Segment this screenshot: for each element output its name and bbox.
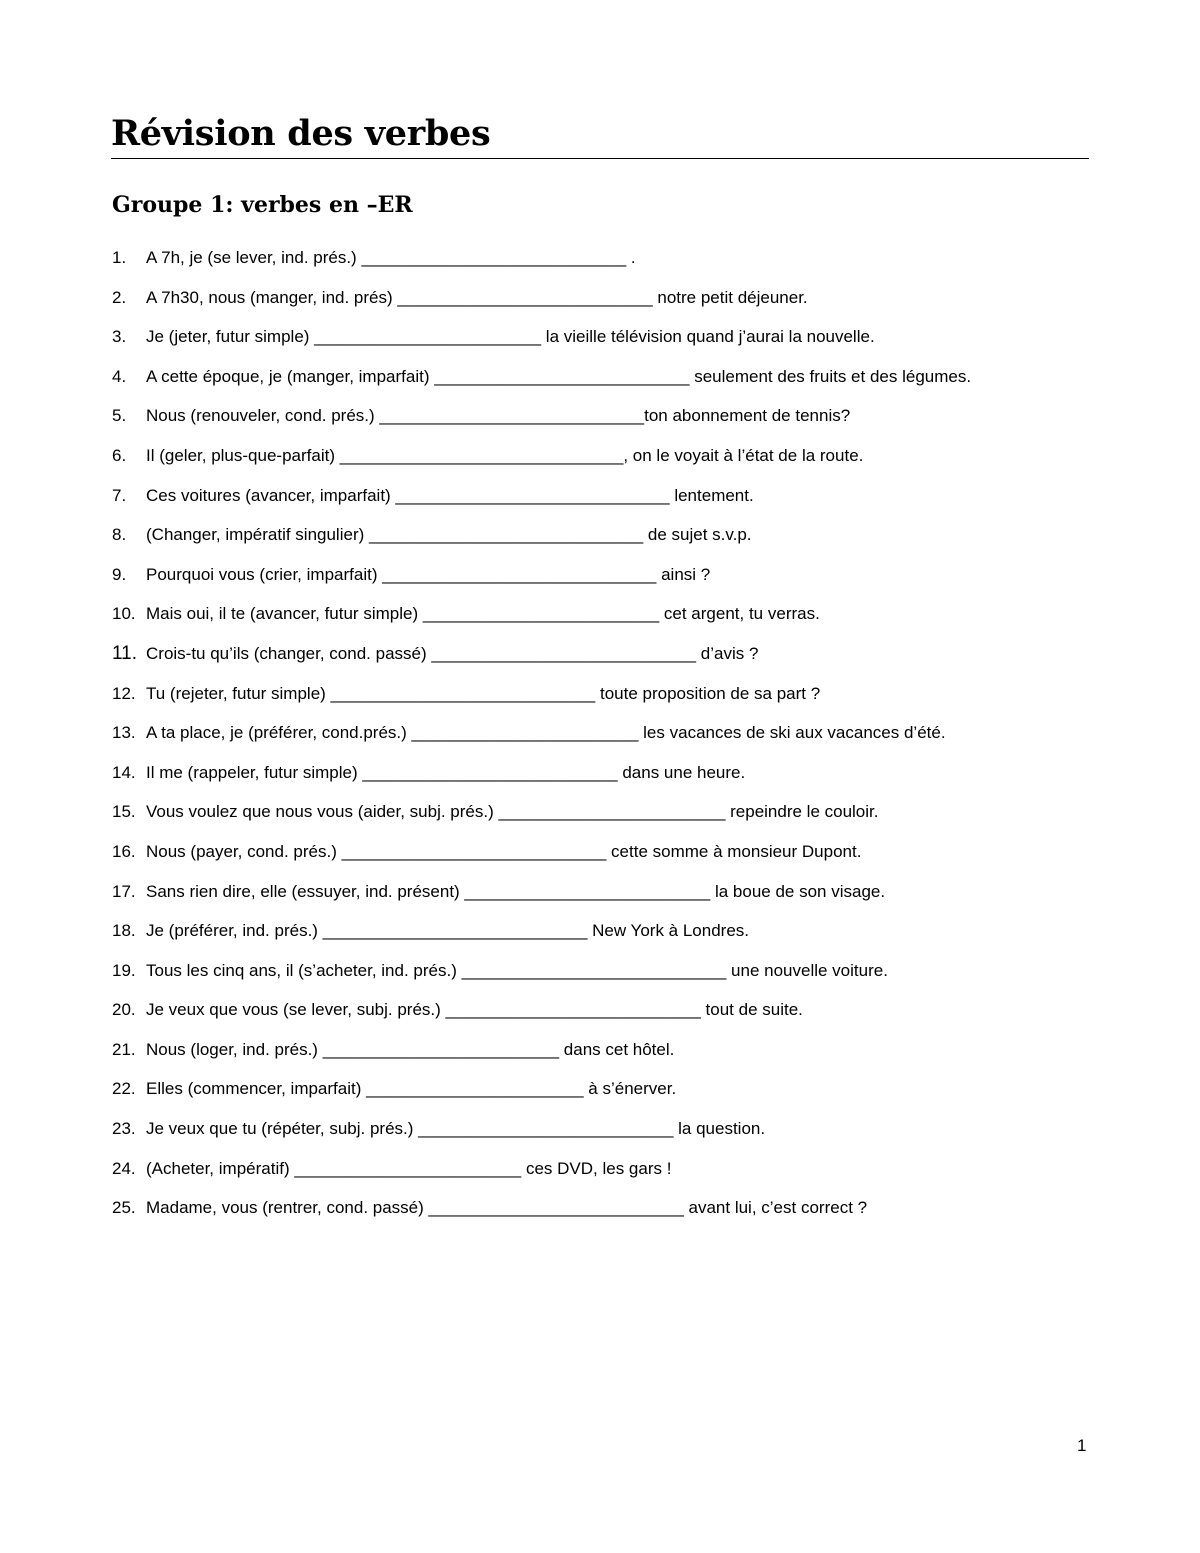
item-text: Mais oui, il te (avancer, futur simple) _________________________ cet argent, tu verras. (146, 604, 820, 624)
item-text: Je veux que tu (répéter, subj. prés.) ___________________________ la question. (146, 1119, 766, 1139)
item-text: A 7h, je (se lever, ind. prés.) ____________________________ . (146, 248, 636, 267)
exercise-item-13 (112, 713, 1092, 753)
item-number: 18. (112, 921, 136, 941)
item-text: Je (préférer, ind. prés.) ____________________________ New York à Londres. (146, 921, 750, 941)
item-text: A 7h30, nous (manger, ind. prés) ___________________________ notre petit déjeuner. (146, 287, 808, 307)
item-text: Tu (rejeter, futur simple) ____________________________ toute proposition de sa part ? (146, 683, 821, 703)
exercise-item-1 (112, 238, 1092, 278)
item-number: 22. (112, 1079, 136, 1099)
exercise-item-10 (112, 594, 1092, 634)
item-number: 10. (112, 604, 136, 624)
item-text: A cette époque, je (manger, imparfait) ___________________________ seulement des fruits et des légumes. (146, 366, 972, 386)
item-number: 9. (112, 564, 127, 584)
item-number: 12. (112, 683, 136, 703)
exercise-item-5 (112, 396, 1092, 436)
exercise-item-7 (112, 476, 1092, 516)
item-number: 5. (112, 406, 127, 426)
item-number: 11. (112, 642, 138, 664)
item-number: 14. (112, 762, 136, 782)
item-number: 15. (112, 802, 136, 822)
item-number: 7. (112, 485, 127, 505)
item-number: 1. (112, 248, 127, 267)
exercise-item-14 (112, 753, 1092, 793)
item-number: 2. (112, 287, 127, 307)
page-number: 1 (1077, 1436, 1087, 1455)
item-number: 25. (112, 1198, 136, 1218)
item-text: Nous (loger, ind. prés.) _________________________ dans cet hôtel. (146, 1039, 675, 1059)
item-number: 3. (112, 327, 127, 347)
exercise-item-22 (112, 1069, 1092, 1109)
item-text: Elles (commencer, imparfait) _______________________ à s’énerver. (146, 1079, 677, 1099)
item-text: Nous (renouveler, cond. prés.) ____________________________ton abonnement de tennis? (146, 406, 851, 426)
exercise-item-15 (112, 792, 1092, 832)
item-number: 16. (112, 841, 136, 861)
exercise-list (112, 238, 1092, 1228)
exercise-item-9 (112, 555, 1092, 595)
item-number: 17. (112, 881, 136, 901)
exercise-item-21 (112, 1030, 1092, 1070)
item-number: 13. (112, 723, 136, 743)
item-text: Crois-tu qu’ils (changer, cond. passé) ____________________________ d’avis ? (146, 643, 759, 663)
item-text: Il me (rappeler, futur simple) ___________________________ dans une heure. (146, 762, 746, 782)
exercise-item-24 (112, 1149, 1092, 1189)
item-text: (Changer, impératif singulier) _____________________________ de sujet s.v.p. (146, 525, 752, 545)
item-text: Je veux que vous (se lever, subj. prés.) ___________________________ tout de suite. (146, 1000, 803, 1020)
item-text: Madame, vous (rentrer, cond. passé) ___________________________ avant lui, c’est correct ? (146, 1198, 868, 1218)
exercise-item-11 (112, 634, 1092, 674)
item-number: 23. (112, 1119, 136, 1139)
item-number: 8. (112, 525, 127, 545)
item-text: Ces voitures (avancer, imparfait) _____________________________ lentement. (146, 485, 754, 505)
item-number: 6. (112, 445, 127, 465)
exercise-item-23 (112, 1109, 1092, 1149)
exercise-item-8 (112, 515, 1092, 555)
exercise-item-16 (112, 832, 1092, 872)
item-text: Il (geler, plus-que-parfait) ______________________________, on le voyait à l’état de la route. (146, 445, 864, 465)
exercise-item-6 (112, 436, 1092, 476)
page-title: Révision des verbes (111, 113, 491, 154)
section-heading: Groupe 1: verbes en –ER (112, 192, 413, 218)
exercise-item-3 (112, 317, 1092, 357)
item-number: 4. (112, 366, 127, 386)
item-text: Sans rien dire, elle (essuyer, ind. présent) __________________________ la boue de son visage. (146, 881, 886, 901)
exercise-item-25 (112, 1188, 1092, 1228)
title-underline (111, 158, 1089, 159)
item-text: A ta place, je (préférer, cond.prés.) ________________________ les vacances de ski aux vacances d’été. (146, 723, 946, 743)
item-number: 21. (112, 1039, 136, 1059)
item-text: Nous (payer, cond. prés.) ____________________________ cette somme à monsieur Dupont. (146, 841, 862, 861)
item-number: 20. (112, 1000, 136, 1020)
item-text: (Acheter, impératif) ________________________ ces DVD, les gars ! (146, 1158, 672, 1178)
exercise-item-20 (112, 990, 1092, 1030)
exercise-item-12 (112, 674, 1092, 714)
exercise-item-2 (112, 278, 1092, 318)
item-number: 24. (112, 1158, 136, 1178)
exercise-item-4 (112, 357, 1092, 397)
exercise-item-17 (112, 872, 1092, 912)
exercise-item-19 (112, 951, 1092, 991)
item-text: Tous les cinq ans, il (s’acheter, ind. prés.) ____________________________ une nouvelle voiture. (146, 960, 888, 980)
item-text: Je (jeter, futur simple) ________________________ la vieille télévision quand j’aurai la nouvelle. (146, 327, 875, 347)
item-text: Pourquoi vous (crier, imparfait) _____________________________ ainsi ? (146, 564, 711, 584)
exercise-item-18 (112, 911, 1092, 951)
item-number: 19. (112, 960, 136, 980)
item-text: Vous voulez que nous vous (aider, subj. prés.) ________________________ repeindre le couloir. (146, 802, 879, 822)
